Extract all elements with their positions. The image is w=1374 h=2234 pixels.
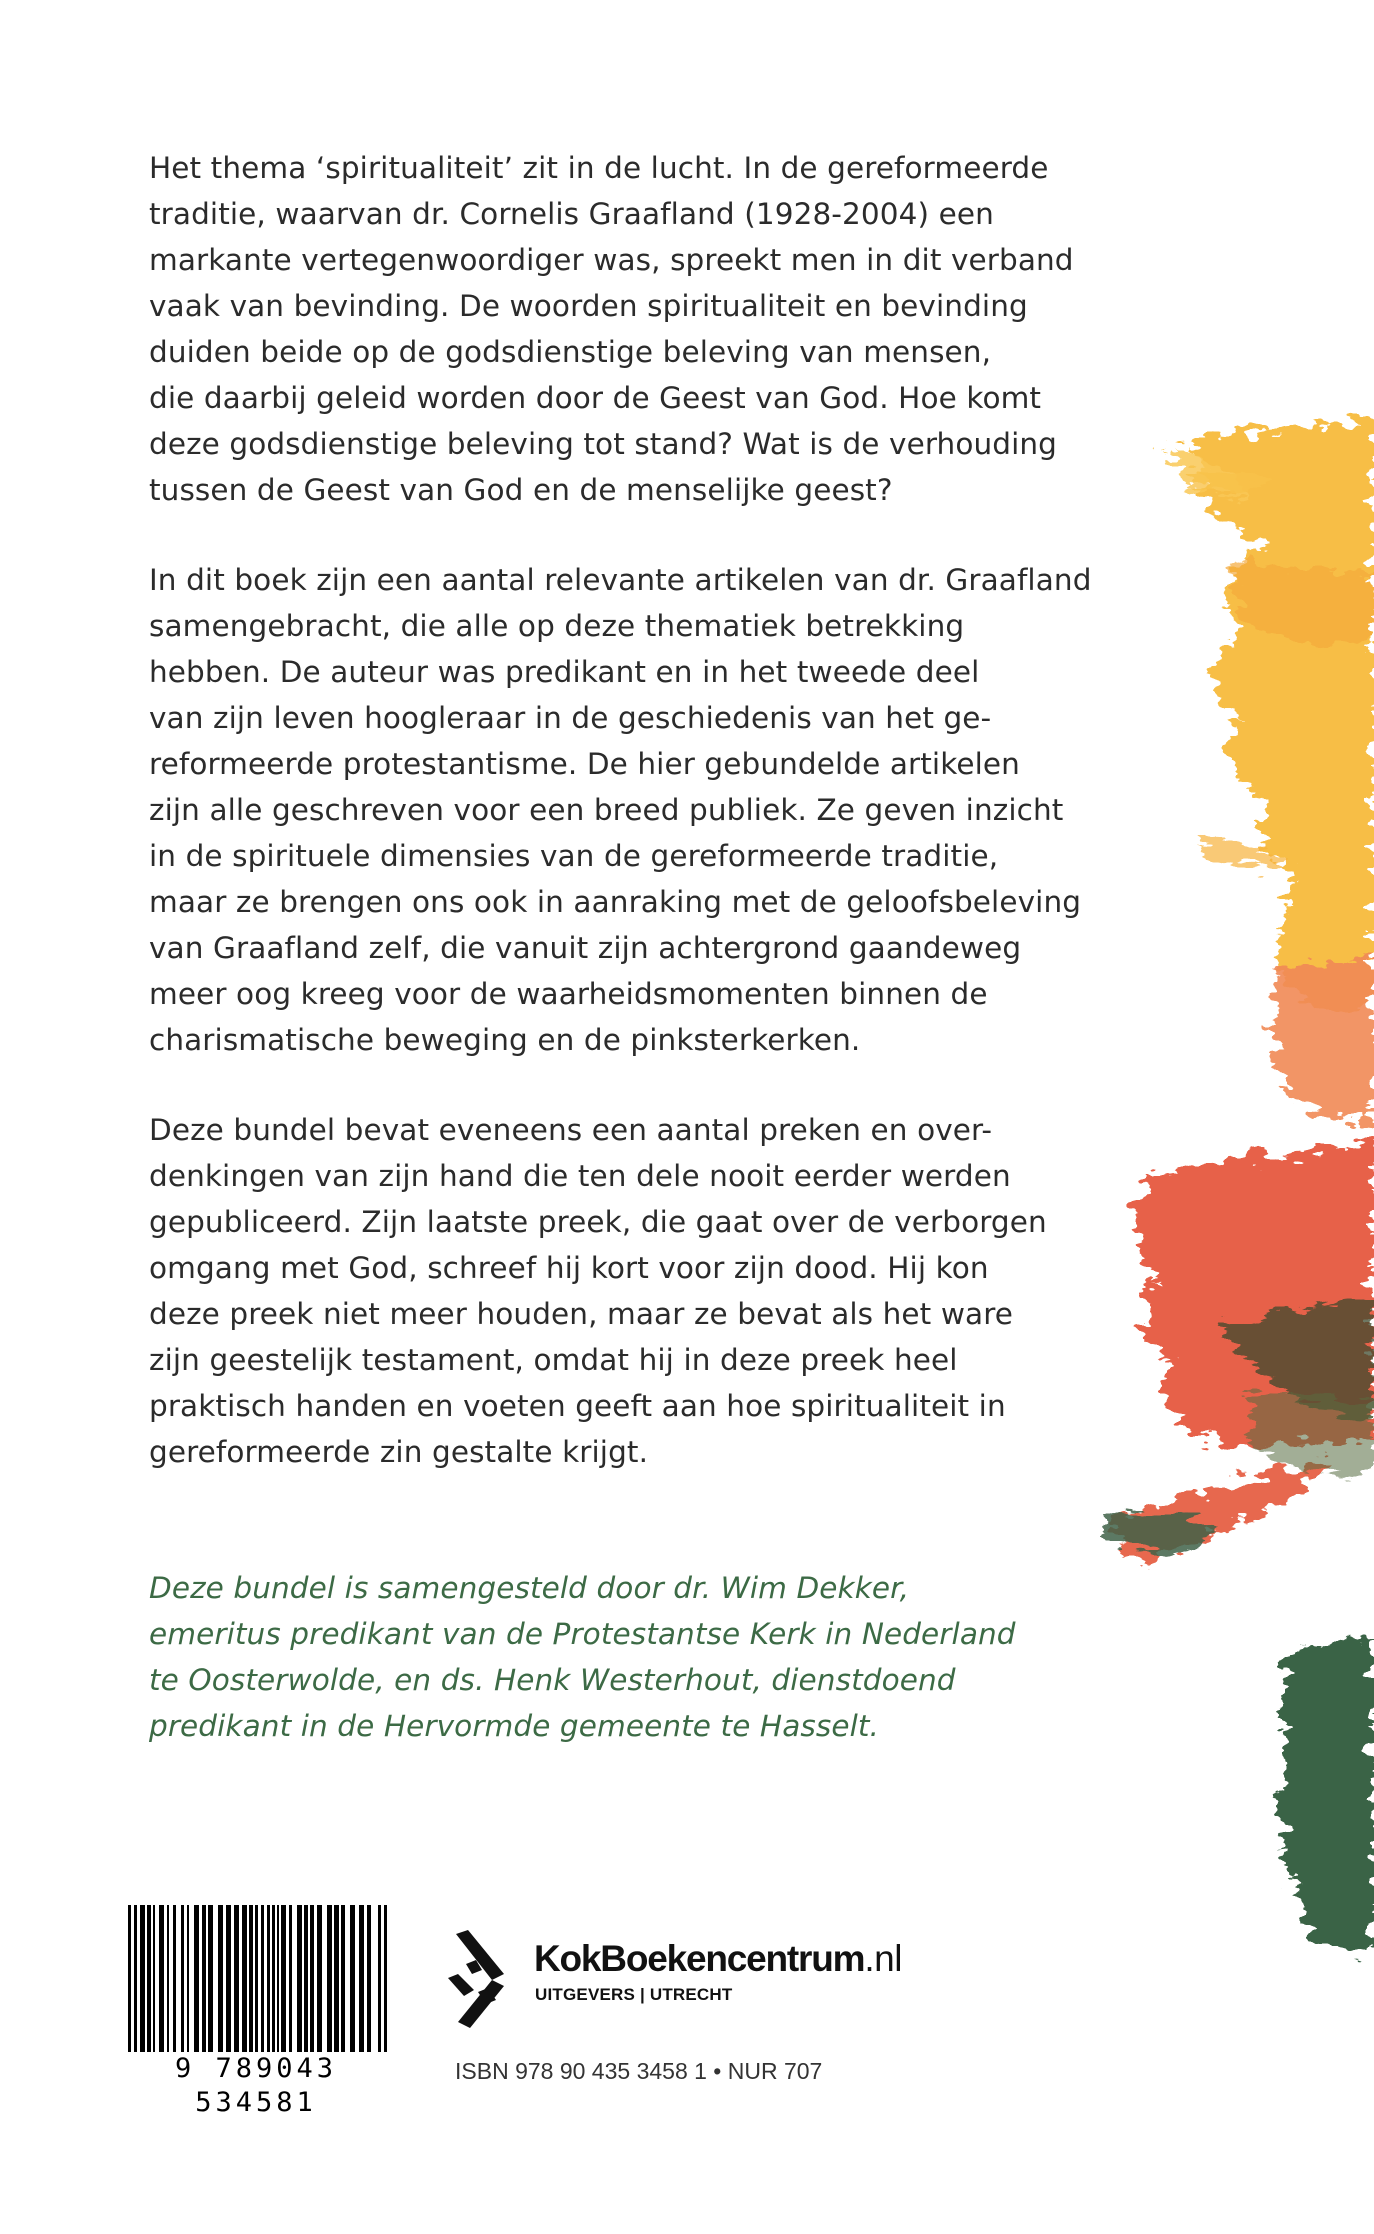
text-line: hebben. De auteur was predikant en in het tweede deel [149,655,980,689]
publisher-subtitle: UITGEVERS | UTRECHT [535,1985,733,2004]
text-line: Deze bundel bevat eveneens een aantal preken en over- [149,1113,993,1147]
credit-line: te Oosterwolde, en ds. Henk Westerhout, dienstdoend [149,1663,956,1697]
text-line: markante vertegenwoordiger was, spreekt men in dit verband [149,243,1074,277]
publisher-name-tld: .nl [864,1938,902,1979]
text-line: samengebracht, die alle op deze thematiek betrekking [149,609,965,643]
publisher-logo-icon [448,1930,510,2028]
text-line: van zijn leven hoogleraar in de geschiedenis van het ge- [149,701,992,735]
text-line: van Graafland zelf, die vanuit zijn achtergrond gaandeweg [149,931,1022,965]
text-line: omgang met God, schreef hij kort voor zijn dood. Hij kon [149,1251,989,1285]
editor-credit [149,1565,1029,1749]
credit-line: emeritus predikant van de Protestantse Kerk in Nederland [149,1617,1016,1651]
text-line: meer oog kreeg voor de waarheidsmomenten binnen de [149,977,988,1011]
barcode-digits: 9 789043 534581 [120,2052,392,2120]
text-line: deze godsdienstige beleving tot stand? Wat is de verhouding [149,427,1058,461]
text-line: deze preek niet meer houden, maar ze bevat als het ware [149,1297,1014,1331]
description-paragraph-2 [149,557,1092,1063]
text-line: maar ze brengen ons ook in aanraking met de geloofsbeleving [149,885,1082,919]
text-line: reformeerde protestantisme. De hier gebundelde artikelen [149,747,1020,781]
text-line: in de spirituele dimensies van de gereformeerde traditie, [149,839,999,873]
text-line: charismatische beweging en de pinksterkerken. [149,1023,861,1057]
isbn-nur-line: ISBN 978 90 435 3458 1 • NUR 707 [455,2058,823,2084]
text-line: zijn alle geschreven voor een breed publiek. Ze geven inzicht [149,793,1064,827]
description-paragraph-3 [149,1107,1047,1475]
description-paragraph-1 [149,145,1074,513]
text-line: Het thema ‘spiritualiteit’ zit in de lucht. In de gereformeerde [149,151,1049,185]
text-line: zijn geestelijk testament, omdat hij in deze preek heel [149,1343,958,1377]
text-line: gereformeerde zin gestalte krijgt. [149,1435,649,1469]
publisher-name [534,1939,902,1979]
text-line: duiden beide op de godsdienstige beleving van mensen, [149,335,992,369]
credit-line: Deze bundel is samengesteld door dr. Wim Dekker, [149,1571,910,1605]
text-line: tussen de Geest van God en de menselijke geest? [149,473,893,507]
text-line: In dit boek zijn een aantal relevante artikelen van dr. Graafland [149,563,1092,597]
text-line: vaak van bevinding. De woorden spiritualiteit en bevinding [149,289,1028,323]
credit-line: predikant in de Hervormde gemeente te Hasselt. [149,1709,880,1743]
publisher-name-main: KokBoekencentrum [534,1938,865,1979]
text-line: die daarbij geleid worden door de Geest van God. Hoe komt [149,381,1042,415]
text-line: traditie, waarvan dr. Cornelis Graafland (1928-2004) een [149,197,994,231]
text-line: denkingen van zijn hand die ten dele nooit eerder werden [149,1159,1011,1193]
text-line: gepubliceerd. Zijn laatste preek, die gaat over de verborgen [149,1205,1047,1239]
text-line: praktisch handen en voeten geeft aan hoe spiritualiteit in [149,1389,1006,1423]
